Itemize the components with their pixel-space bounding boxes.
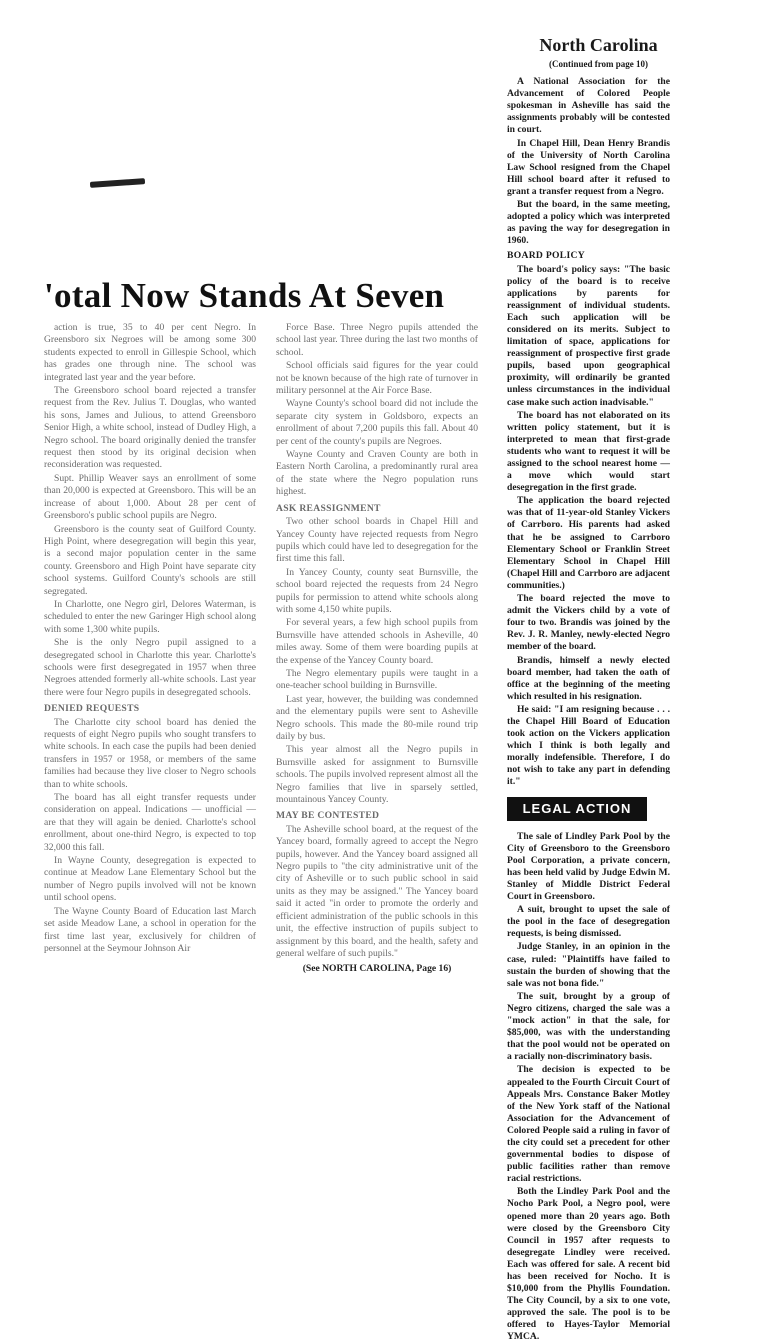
article-column-3 bbox=[507, 14, 670, 1343]
paragraph: Wayne County and Craven County are both in Eastern North Carolina, a predominantly rural area of the state where the Negro population runs highest. bbox=[276, 449, 478, 498]
paragraph: In Wayne County, desegregation is expected to continue at Meadow Lane Elementary School but the number of Negro pupils involved will not be known until school opens. bbox=[44, 855, 256, 904]
paragraph: The Asheville school board, at the request of the Yancey board, formally agreed to accept the Negro pupils, however. And the Yancey board assigned all Negro pupils to "the city administrative unit of the city of Asheville or to such public school in said units as they may be assigned." The Yancey board said it acted "in order to promote the orderly and efficient administration of the public schools in this unit, the effective instruction of pupils subject to assignment by this board, and the health, safety and general welfare of such pupils." bbox=[276, 823, 478, 959]
paragraph: Judge Stanley, in an opinion in the case, ruled: "Plaintiffs have failed to sustain the burden of showing that the sale was not bona fide." bbox=[507, 941, 670, 989]
paragraph: action is true, 35 to 40 per cent Negro. In Greensboro six Negroes will be among some 300 students expected to enroll in Gillespie School, which has grades one through nine. The school was integrated last year and the year before. bbox=[44, 322, 256, 383]
article-column-2 bbox=[276, 322, 478, 1248]
continued-note: (Continued from page 10) bbox=[548, 59, 649, 69]
paragraph: The Negro elementary pupils were taught in a one-teacher school building in Burnsville. bbox=[276, 667, 478, 692]
paragraph: She is the only Negro pupil assigned to a desegregated school in Charlotte this year. Charlotte's schools were first desegregated in 1957 when three Negroes attended formerly all-white schools. Last year there were four Negro pupils in desegregated schools. bbox=[44, 637, 256, 698]
section-title: North Carolina bbox=[539, 35, 658, 55]
article-column-1 bbox=[44, 322, 256, 1248]
scan-smudge bbox=[90, 178, 145, 188]
paragraph: The board has all eight transfer requests under consideration on appeal. Indications — unofficial — are that they will again be denied. Charlotte's school enrollment, about one-third Negro, is expected to top 32,000 this fall. bbox=[44, 792, 256, 853]
paragraph: The decision is expected to be appealed to the Fourth Circuit Court of Appeals Mrs. Constance Baker Motley of the New York staff of the National Association for the Advancement of Colored People said a ruling in favor of the city could set a precedent for other governmental bodies to dispose of public facilities rather than remove racial restrictions. bbox=[507, 1064, 670, 1185]
headline: 'otal Now Stands At Seven bbox=[44, 276, 445, 315]
subheading-board-policy: BOARD POLICY bbox=[507, 250, 585, 262]
paragraph: The sale of Lindley Park Pool by the City of Greensboro to the Greensboro Pool Corporation, a private concern, has been held valid by Judge Edwin M. Stanley of Middle District Federal Court in Greensboro. bbox=[507, 830, 670, 903]
subheading-ask-reassignment: ASK REASSIGNMENT bbox=[276, 502, 381, 514]
paragraph: A suit, brought to upset the sale of the pool in the face of desegregation requests, is being dismissed. bbox=[507, 904, 670, 940]
paragraph: In Chapel Hill, Dean Henry Brandis of the University of North Carolina Law School resigned from the Chapel Hill school board after it refused to grant a transfer request from a Negro. bbox=[507, 137, 670, 197]
paragraph: In Yancey County, county seat Burnsville, the school board rejected the requests from 24 Negro pupils for permission to attend white schools along with some 4,150 white pupils. bbox=[276, 566, 478, 615]
paragraph: A National Association for the Advancement of Colored People spokesman in Asheville has said the assignments probably will be contested in court. bbox=[507, 76, 670, 136]
subheading-denied-requests: DENIED REQUESTS bbox=[44, 703, 140, 715]
paragraph: Supt. Phillip Weaver says an enrollment of some than 20,000 is expected at Greensboro. This will be an increase of about 1,000. About 28 per cent of Greensboro's public school pupils are Negro. bbox=[44, 472, 256, 522]
paragraph: School officials said figures for the year could not be known because of the high rate of turnover in military personnel at the Air Force Base. bbox=[276, 360, 478, 397]
paragraph: Greensboro is the county seat of Guilford County. High Point, where desegregation will begin this year, is a second major population center in the same county. Greensboro and High Point have separate city school systems. Guilford County's schools are still segregated. bbox=[44, 523, 256, 597]
paragraph: The application the board rejected was that of 11-year-old Stanley Vickers of Carrboro. His parents had asked that he be assigned to Carrboro Elementary School or Franklin Street Elementary School in Chapel Hill (Chapel Hill and Carrboro are adjacent communities.) bbox=[507, 495, 670, 591]
paragraph: But the board, in the same meeting, adopted a policy which was interpreted as paving the way for desegregation in 1960. bbox=[507, 199, 670, 247]
paragraph: Brandis, himself a newly elected board member, had taken the oath of office at the beginning of the meeting which resulted in his resignation. bbox=[507, 654, 670, 702]
paragraph: The board rejected the move to admit the Vickers child by a vote of four to two. Brandis was joined by the Rev. J. R. Manley, newly-elected Negro member of the board. bbox=[507, 593, 670, 653]
paragraph: The board has not elaborated on its written policy statement, but it is interpreted to mean that first-grade students who want to request it will be assigned to the school nearest home — a move which would start desegregation in the first grade. bbox=[507, 409, 670, 494]
paragraph: Two other school boards in Chapel Hill and Yancey County have rejected requests from Negro pupils which could have led to desegregation for the first time this fall. bbox=[276, 516, 478, 565]
paragraph: The board's policy says: "The basic policy of the board is to receive applications by parents for reassignment of individual students. Each such application will be considered on its merits. Subject to limitation of space, applications for reassignment of prospective first grade pupils, based upon geographical proximity, will ordinarily be granted unless circumstances in the individual case make such action inadvisable." bbox=[507, 263, 670, 408]
paragraph: The Charlotte city school board has denied the requests of eight Negro pupils who sought transfers to white schools. In each case the pupils had been denied transfers in 1957 or 1958, or members of the same families had because they live closer to Negro schools than to white schools. bbox=[44, 716, 256, 790]
subheading-may-be-contested: MAY BE CONTESTED bbox=[276, 810, 380, 822]
paragraph: He said: "I am resigning because . . . the Chapel Hill Board of Education took action on the Vickers application which I think is both legally and morally indefensible. Therefore, I do not wish to take any part in defending it." bbox=[507, 703, 670, 788]
paragraph: Last year, however, the building was condemned and the elementary pupils were sent to Asheville Negro schools. This made the 80-mile round trip daily by bus. bbox=[276, 693, 478, 742]
paragraph: Force Base. Three Negro pupils attended the school last year. Three during the last two months of school. bbox=[276, 322, 478, 358]
paragraph: The suit, brought by a group of Negro citizens, charged the sale was a "mock action" in that the sale, for $85,000, was with the understanding that the pool would not be operated on a racially non-discriminatory basis. bbox=[507, 990, 670, 1063]
paragraph: Wayne County's school board did not include the separate city system in Goldsboro, expects an enrollment of about 7,200 pupils this fall. About 40 per cent of the county's pupils are Negroes. bbox=[276, 398, 478, 447]
paragraph: This year almost all the Negro pupils in Burnsville asked for assignment to Burnsville schools. The pupils involved represent almost all the Negro families that live in sparsely settled, mountainous Yancey County. bbox=[276, 744, 478, 806]
legal-action-banner: LEGAL ACTION bbox=[507, 797, 647, 821]
paragraph: Both the Lindley Park Pool and the Nocho Park Pool, a Negro pool, were opened more than 20 years ago. Both were closed by the Greensboro City Council in 1957 after requests to desegregate Lindley were received. Each was offered for sale. A recent bid has been received for Nocho. It is $10,000 from the Phyllis Foundation. The City Council, by a six to one vote, approved the sale. The pool is to be offered to Hayes-Taylor Memorial YMCA. bbox=[507, 1186, 670, 1343]
paragraph: The Greensboro school board rejected a transfer request from the Rev. Julius T. Douglas, who wanted his sons, James and Julious, to attend Greensboro Senior High, a white school, instead of Dudley High, a Negro school. The board originally denied the transfer request then stood by its original decision when reconsideration was requested. bbox=[44, 385, 256, 471]
paragraph: For several years, a few high school pupils from Burnsville have attended schools in Asheville, 40 miles away. Some of them were boarding pupils at the expense of the Yancey County board. bbox=[276, 617, 478, 666]
paragraph: In Charlotte, one Negro girl, Delores Waterman, is scheduled to enter the new Garinger High school along with some 1,300 white pupils. bbox=[44, 598, 256, 635]
paragraph: The Wayne County Board of Education last March set aside Meadow Lane, a school in operation for the first time last year, exclusively for children of personnel at the Seymour Johnson Air bbox=[44, 905, 256, 954]
continuation-note: (See NORTH CAROLINA, Page 16) bbox=[302, 963, 452, 975]
